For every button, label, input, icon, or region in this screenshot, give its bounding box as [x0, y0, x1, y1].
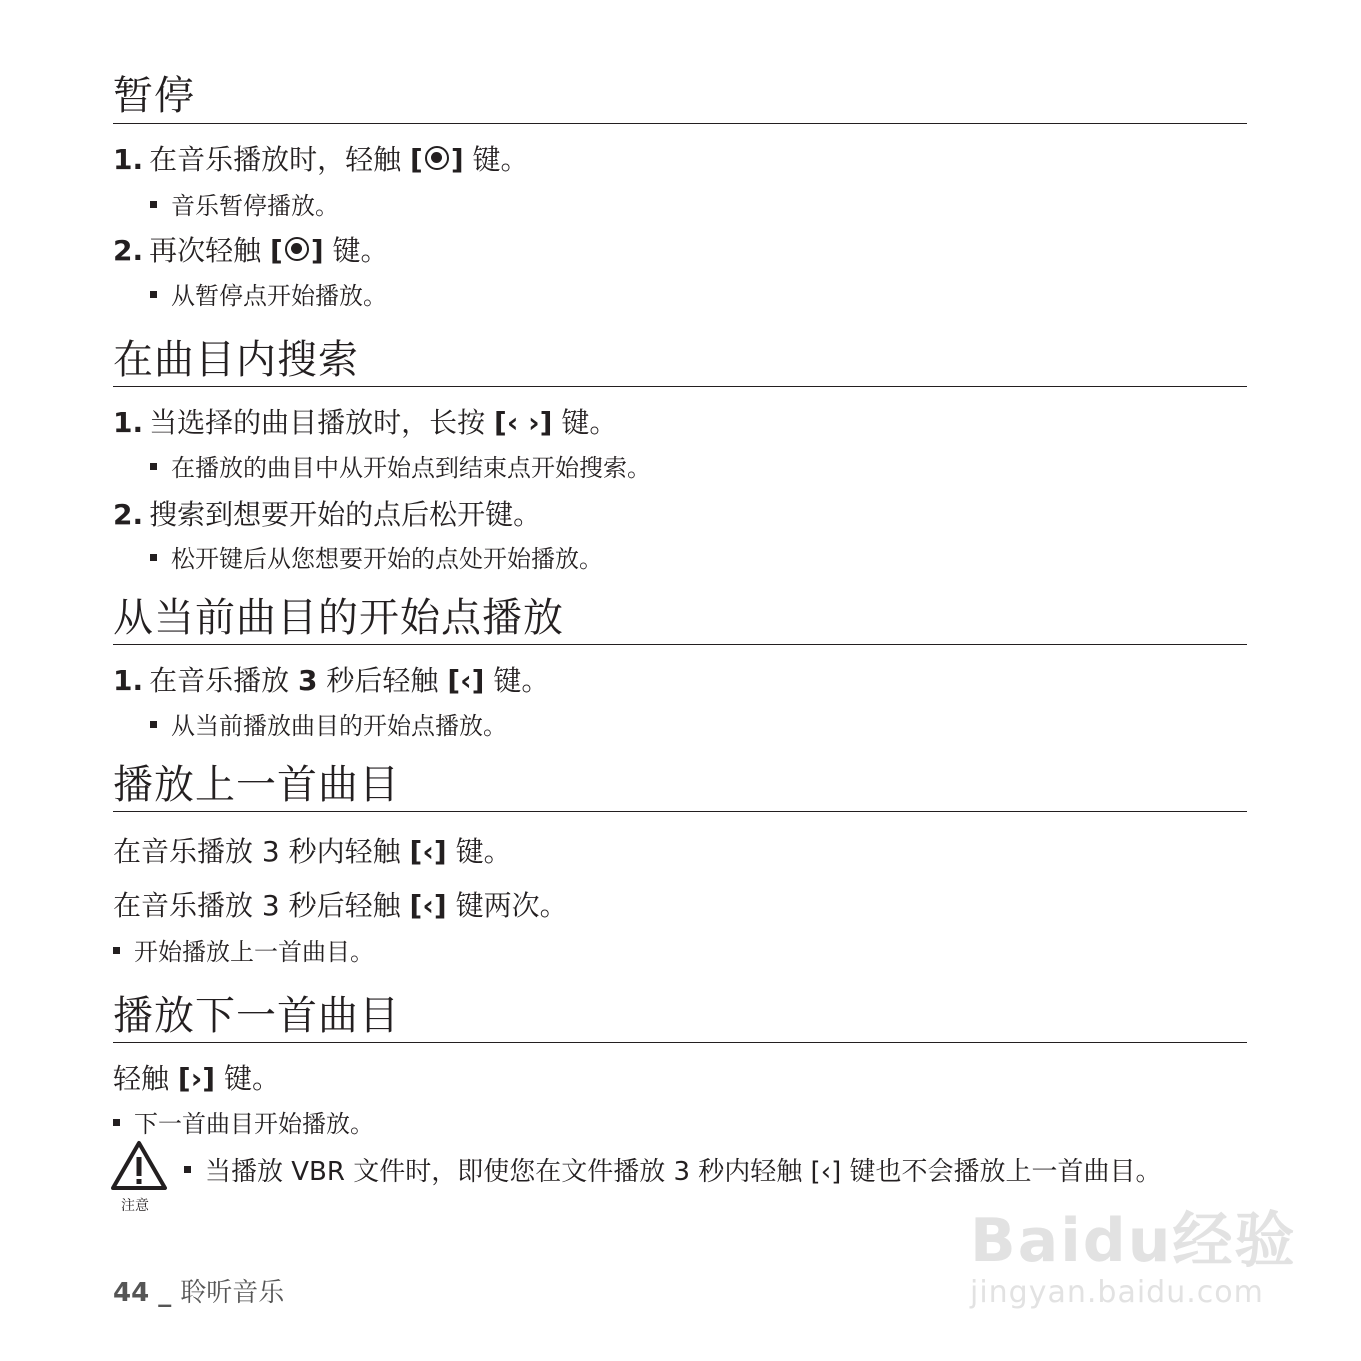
step-text-end: 键。 — [463, 143, 529, 176]
step-search-1 — [113, 405, 617, 441]
step-number: 2. — [113, 234, 144, 267]
page-number: 44 — [113, 1278, 150, 1308]
step-text: 再次轻触 — [149, 234, 271, 267]
bullet-text: 从当前播放曲目的开始点播放。 — [171, 712, 507, 740]
step-pause-1 — [113, 142, 529, 178]
key-close-bracket: ] — [310, 234, 324, 267]
section-restart-track — [113, 594, 1247, 642]
step-number: 1. — [113, 406, 144, 439]
bullet-restart-1 — [150, 710, 507, 742]
step-text: 在音乐播放 — [149, 664, 299, 697]
watermark-logo: Baidu经验 — [970, 1206, 1297, 1276]
heading-rule — [113, 1042, 1247, 1043]
bullet-text: 下一首曲目开始播放。 — [134, 1110, 374, 1138]
bullet-text: 音乐暂停播放。 — [171, 192, 339, 220]
caution-text: 当播放 VBR 文件时，即使您在文件播放 3 秒内轻触 [‹] 键也不会播放上一首曲目。 — [205, 1157, 1162, 1187]
warning-triangle-icon — [110, 1140, 168, 1192]
bullet-previous — [113, 936, 374, 968]
heading-rule — [113, 811, 1247, 812]
heading-next-track: 播放下一首曲目 — [113, 993, 400, 1039]
heading-rule — [113, 386, 1247, 387]
bullet-marker — [150, 721, 157, 728]
step-number: 1. — [113, 143, 144, 176]
section-pause — [113, 72, 1247, 120]
line-text-end: 键。 — [446, 835, 512, 868]
key-close-bracket: ] — [450, 143, 464, 176]
skip-keys-icon: [‹ ›] — [494, 406, 553, 439]
step-text-end: 键。 — [484, 664, 550, 697]
heading-restart-track: 从当前曲目的开始点播放 — [113, 595, 564, 641]
step-text-end: 键。 — [323, 234, 389, 267]
bullet-pause-2 — [150, 280, 387, 312]
prev-key-icon: [‹] — [447, 664, 485, 697]
line-text-end: 键两次。 — [446, 889, 568, 922]
play-pause-button-icon — [285, 237, 309, 261]
bullet-text: 松开键后从您想要开始的点处开始播放。 — [171, 545, 603, 573]
section-next-track — [113, 992, 1247, 1040]
page-footer — [113, 1277, 284, 1309]
bullet-text: 开始播放上一首曲目。 — [134, 938, 374, 966]
footer-title: 聆听音乐 — [180, 1278, 285, 1308]
section-previous-track — [113, 761, 1247, 809]
line-previous-2 — [113, 888, 568, 924]
key-open-bracket: [ — [270, 234, 283, 267]
step-pause-2 — [113, 233, 389, 269]
step-text: 在音乐播放时，轻触 — [149, 143, 411, 176]
line-text: 在音乐播放 3 秒内轻触 — [113, 835, 410, 868]
line-text-end: 键。 — [215, 1062, 280, 1095]
heading-pause: 暂停 — [113, 73, 195, 119]
footer-separator: _ — [149, 1278, 181, 1308]
bullet-marker — [150, 463, 157, 470]
line-text: 在音乐播放 3 秒后轻触 — [113, 889, 410, 922]
bullet-text: 从暂停点开始播放。 — [171, 282, 387, 310]
section-search — [113, 336, 1247, 384]
baidu-watermark — [970, 1193, 1297, 1310]
seconds-value: 3 — [298, 664, 318, 697]
bullet-marker — [184, 1166, 191, 1173]
step-search-2 — [113, 497, 541, 533]
step-number: 1. — [113, 664, 144, 697]
bullet-search-1 — [150, 452, 651, 484]
heading-rule — [113, 123, 1247, 124]
line-previous-1 — [113, 834, 512, 870]
caution-label: 注意 — [121, 1198, 149, 1214]
heading-search: 在曲目内搜索 — [113, 337, 359, 383]
step-text: 当选择的曲目播放时，长按 — [149, 406, 495, 439]
bullet-search-2 — [150, 543, 603, 575]
bullet-next — [113, 1108, 374, 1140]
heading-previous-track: 播放上一首曲目 — [113, 762, 400, 808]
heading-rule — [113, 644, 1247, 645]
key-open-bracket: [ — [410, 143, 423, 176]
next-key-icon: [›] — [177, 1062, 216, 1095]
bullet-pause-1 — [150, 190, 339, 222]
bullet-marker — [150, 291, 157, 298]
step-number: 2. — [113, 498, 144, 531]
line-next-1 — [113, 1061, 280, 1097]
watermark-url: jingyan.baidu.com — [970, 1275, 1264, 1310]
bullet-marker — [113, 1119, 120, 1126]
bullet-marker — [113, 947, 120, 954]
bullet-marker — [150, 201, 157, 208]
caution-note — [184, 1156, 1162, 1188]
step-restart-1 — [113, 663, 549, 699]
prev-key-icon: [‹] — [409, 889, 447, 922]
bullet-marker — [150, 554, 157, 561]
step-text: 搜索到想要开始的点后松开键。 — [149, 498, 542, 531]
step-text-mid: 秒后轻触 — [317, 664, 448, 697]
line-text: 轻触 — [113, 1062, 178, 1095]
bullet-text: 在播放的曲目中从开始点到结束点开始搜索。 — [171, 454, 651, 482]
play-pause-button-icon — [425, 146, 449, 170]
prev-key-icon: [‹] — [409, 835, 447, 868]
step-text-end: 键。 — [552, 406, 618, 439]
